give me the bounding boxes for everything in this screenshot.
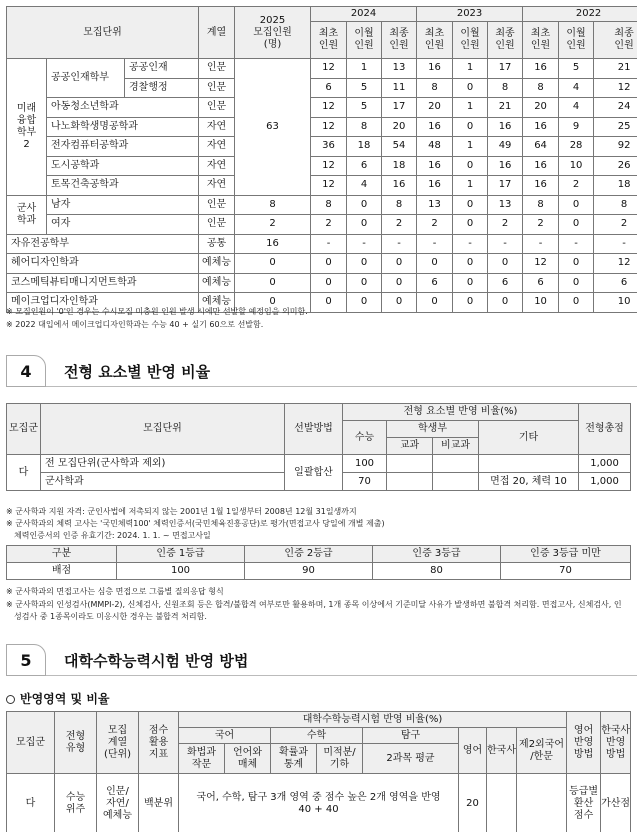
other-cell: 면접 20, 체력 10 bbox=[479, 473, 579, 491]
value-cell: 1 bbox=[453, 176, 488, 196]
sub-header: 이월 인원 bbox=[347, 22, 382, 59]
subject-cell bbox=[387, 473, 433, 491]
type-cell: 수능 위주 bbox=[55, 774, 97, 832]
field-cell: 자연 bbox=[199, 156, 235, 176]
value-cell: 8 bbox=[417, 78, 453, 98]
note: ※ 2022 대입에서 메이크업디자인학과는 수능 40 + 실기 60으로 선발함. bbox=[6, 320, 264, 329]
value-cell: 12 bbox=[594, 254, 637, 274]
field-cell: 자연 bbox=[199, 137, 235, 157]
value-cell: 12 bbox=[311, 98, 347, 118]
value-cell: 2 bbox=[382, 215, 417, 235]
field-cell: 예체능 bbox=[199, 293, 235, 313]
value-cell: 16 bbox=[382, 176, 417, 196]
score-cell: 70 bbox=[501, 563, 631, 580]
value-cell: 4 bbox=[559, 78, 594, 98]
table-row bbox=[7, 59, 637, 79]
value-cell: 48 bbox=[417, 137, 453, 157]
note: ※ 군사학과 지원 자격: 군인사법에 저촉되지 않는 2001년 1월 1일생부터 2008년 12월 31일생까지 bbox=[6, 507, 357, 516]
value-cell: 21 bbox=[594, 59, 637, 79]
nonsubject-cell bbox=[433, 473, 479, 491]
unit-cell: 도시공학과 bbox=[47, 156, 199, 176]
korean-sub-header: 화법과 작문 bbox=[179, 744, 225, 774]
unit-cell: 토목건축공학과 bbox=[47, 176, 199, 196]
score-cell: 80 bbox=[373, 563, 501, 580]
subject-header: 교과 bbox=[387, 438, 433, 455]
group-cell: 군사 학과 bbox=[7, 195, 47, 234]
sub-header: 이월 인원 bbox=[559, 22, 594, 59]
value-cell: 18 bbox=[347, 137, 382, 157]
field-cell: 인문 bbox=[199, 215, 235, 235]
value-cell: 0 bbox=[453, 117, 488, 137]
year-header: 2023 bbox=[417, 7, 523, 22]
table-row bbox=[7, 215, 637, 235]
value-cell: 0 bbox=[382, 273, 417, 293]
value-cell: 0 bbox=[311, 254, 347, 274]
table-row bbox=[7, 98, 637, 118]
value-cell: 6 bbox=[594, 273, 637, 293]
group-cell: 다 bbox=[7, 774, 55, 832]
value-cell: - bbox=[559, 234, 594, 254]
table-row bbox=[7, 234, 637, 254]
year-header: 2022 bbox=[523, 7, 637, 22]
table-row bbox=[7, 774, 631, 832]
value-cell: 12 bbox=[523, 254, 559, 274]
fitness-score-table bbox=[6, 545, 631, 580]
value-cell: 1 bbox=[453, 137, 488, 157]
unit-cell: 나노화학생명공학과 bbox=[47, 117, 199, 137]
value-cell: 0 bbox=[417, 293, 453, 313]
other-header: 기타 bbox=[479, 421, 579, 455]
section-number: 5 bbox=[6, 644, 46, 676]
value-cell: 25 bbox=[594, 117, 637, 137]
value-cell: 1 bbox=[347, 59, 382, 79]
section-title: 전형 요소별 반영 비율 bbox=[64, 363, 211, 381]
field-cell: 인문 bbox=[199, 78, 235, 98]
value-cell: 10 bbox=[559, 156, 594, 176]
value-cell: 17 bbox=[488, 176, 523, 196]
value-cell: 0 bbox=[453, 273, 488, 293]
ratio-header: 대학수학능력시험 반영 비율(%) bbox=[179, 712, 567, 728]
col-method-header: 선발방법 bbox=[285, 404, 343, 455]
value-cell: 8 bbox=[382, 195, 417, 215]
value-cell: 12 bbox=[311, 59, 347, 79]
unit-cell: 군사학과 bbox=[41, 473, 285, 491]
value-cell: 10 bbox=[594, 293, 637, 313]
english-method-cell: 등급별 환산 점수 bbox=[567, 774, 601, 832]
other-cell bbox=[479, 455, 579, 473]
value-cell: - bbox=[594, 234, 637, 254]
value-cell: 0 bbox=[488, 293, 523, 313]
grade-header: 구분 bbox=[7, 546, 117, 563]
math-header: 수학 bbox=[271, 728, 363, 744]
value-cell: 1 bbox=[453, 98, 488, 118]
sub-header: 최종 인원 bbox=[488, 22, 523, 59]
value-cell: - bbox=[382, 234, 417, 254]
value-cell: 0 bbox=[559, 215, 594, 235]
value-cell: 0 bbox=[559, 254, 594, 274]
korean-sub-header: 언어와 매체 bbox=[225, 744, 271, 774]
unit-cell: 남자 bbox=[47, 195, 199, 215]
value-cell: - bbox=[523, 234, 559, 254]
table-row bbox=[7, 176, 637, 196]
value-cell: - bbox=[488, 234, 523, 254]
value-cell: 0 bbox=[347, 293, 382, 313]
value-cell: 0 bbox=[382, 293, 417, 313]
value-cell: 0 bbox=[311, 273, 347, 293]
value-cell: 8 bbox=[523, 195, 559, 215]
section-divider bbox=[46, 386, 637, 387]
value-cell: 5 bbox=[347, 78, 382, 98]
field-cell: 예체능 bbox=[199, 273, 235, 293]
sub-header: 최종 인원 bbox=[594, 22, 637, 59]
evaluation-ratio-table bbox=[6, 403, 631, 491]
value-cell: 5 bbox=[559, 59, 594, 79]
value-cell: 36 bbox=[311, 137, 347, 157]
value-cell: - bbox=[417, 234, 453, 254]
value-cell: 16 bbox=[523, 156, 559, 176]
sub-header: 최초 인원 bbox=[417, 22, 453, 59]
value-cell: 0 bbox=[453, 195, 488, 215]
value-cell: - bbox=[453, 234, 488, 254]
section-divider bbox=[46, 675, 637, 676]
section-number: 4 bbox=[6, 355, 46, 387]
table-row bbox=[7, 254, 637, 274]
school-record-header: 학생부 bbox=[387, 421, 479, 438]
quota-cell: 0 bbox=[235, 254, 311, 274]
nonsubject-cell bbox=[433, 455, 479, 473]
value-cell: 16 bbox=[417, 59, 453, 79]
subsection-label: 반영영역 및 비율 bbox=[20, 692, 110, 706]
note: ※ 군사학과의 체력 고사는 '국민체력100' 체력인증서(국민체육진흥공단)로 평가(면접고사 당일에 개별 제출) bbox=[6, 519, 385, 528]
total-cell: 1,000 bbox=[579, 473, 631, 491]
section-4-header bbox=[0, 355, 637, 387]
field-cell: 공통 bbox=[199, 234, 235, 254]
note: ※ 군사학과의 인성검사(MMPI-2), 신체검사, 신원조회 등은 합격/불합격 여부로만 활용하며, 1개 종목 이상에서 기준미달 사유가 발생하면 불합격 처리함. 면접고사, 신체검사, 인 bbox=[6, 600, 622, 609]
table-row bbox=[7, 137, 637, 157]
nonsubject-header: 비교과 bbox=[433, 438, 479, 455]
explore-header: 탐구 bbox=[363, 728, 459, 744]
value-cell: 12 bbox=[594, 78, 637, 98]
value-cell: 0 bbox=[559, 293, 594, 313]
value-cell: 16 bbox=[417, 156, 453, 176]
field-cell: 인문/ 자연/ 예체능 bbox=[97, 774, 139, 832]
score-cell: 90 bbox=[245, 563, 373, 580]
english-header: 영어 bbox=[459, 728, 487, 774]
value-cell: 20 bbox=[382, 117, 417, 137]
value-cell: 8 bbox=[347, 117, 382, 137]
sub-header: 이월 인원 bbox=[453, 22, 488, 59]
quota-history-table bbox=[6, 6, 637, 313]
subunit-cell: 경찰행정 bbox=[125, 78, 199, 98]
history-cell bbox=[487, 774, 517, 832]
unit-cell: 전자컴퓨터공학과 bbox=[47, 137, 199, 157]
value-cell: 49 bbox=[488, 137, 523, 157]
unit-cell: 헤어디자인학과 bbox=[7, 254, 199, 274]
value-cell: 9 bbox=[559, 117, 594, 137]
subsection-title bbox=[6, 690, 110, 707]
value-cell: 8 bbox=[488, 78, 523, 98]
value-cell: 54 bbox=[382, 137, 417, 157]
value-cell: 1 bbox=[453, 59, 488, 79]
ratio-desc-cell: 국어, 수학, 탐구 3개 영역 중 점수 높은 2개 영역을 반영 40 + 40 bbox=[179, 774, 459, 832]
unit-cell: 여자 bbox=[47, 215, 199, 235]
value-cell: - bbox=[311, 234, 347, 254]
value-cell: 16 bbox=[488, 156, 523, 176]
subject-cell bbox=[387, 455, 433, 473]
value-cell: 4 bbox=[559, 98, 594, 118]
unit-cell: 아동청소년학과 bbox=[47, 98, 199, 118]
value-cell: 8 bbox=[523, 78, 559, 98]
group-cell: 다 bbox=[7, 455, 41, 491]
value-cell: 0 bbox=[453, 215, 488, 235]
value-cell: 28 bbox=[559, 137, 594, 157]
col-total-header: 전형총점 bbox=[579, 404, 631, 455]
grade-header: 인증 3등급 bbox=[373, 546, 501, 563]
suneung-header: 수능 bbox=[343, 421, 387, 455]
value-cell: 24 bbox=[594, 98, 637, 118]
unit-cell: 메이크업디자인학과 bbox=[7, 293, 199, 313]
score-cell: 배점 bbox=[7, 563, 117, 580]
field-cell: 인문 bbox=[199, 98, 235, 118]
suneung-cell: 70 bbox=[343, 473, 387, 491]
col-unit-header: 모집단위 bbox=[7, 7, 199, 59]
math-sub-header: 미적분/ 기하 bbox=[317, 744, 363, 774]
value-cell: 16 bbox=[417, 176, 453, 196]
value-cell: 8 bbox=[594, 195, 637, 215]
suneung-ratio-table bbox=[6, 711, 631, 832]
total-cell: 1,000 bbox=[579, 455, 631, 473]
value-cell: 16 bbox=[523, 176, 559, 196]
value-cell: 18 bbox=[594, 176, 637, 196]
value-cell: 0 bbox=[417, 254, 453, 274]
value-cell: 2 bbox=[488, 215, 523, 235]
value-cell: 0 bbox=[559, 273, 594, 293]
table-row bbox=[7, 195, 637, 215]
korean-header: 국어 bbox=[179, 728, 271, 744]
value-cell: - bbox=[347, 234, 382, 254]
value-cell: 0 bbox=[311, 293, 347, 313]
subunit-cell: 공공인재 bbox=[125, 59, 199, 79]
value-cell: 6 bbox=[488, 273, 523, 293]
value-cell: 12 bbox=[311, 156, 347, 176]
value-cell: 0 bbox=[347, 195, 382, 215]
value-cell: 20 bbox=[523, 98, 559, 118]
note: ※ 모집인원이 '0'인 경우는 수시모집 미충원 인원 발생 시에만 선발할 예정임을 의미함. bbox=[6, 307, 308, 316]
grade-header: 인증 3등급 미만 bbox=[501, 546, 631, 563]
field-cell: 인문 bbox=[199, 59, 235, 79]
table-row bbox=[7, 156, 637, 176]
value-cell: 8 bbox=[311, 195, 347, 215]
value-cell: 12 bbox=[311, 117, 347, 137]
unit-cell: 공공인재학부 bbox=[47, 59, 125, 98]
history-method-header: 한국사 반영 방법 bbox=[601, 712, 631, 774]
score-cell: 100 bbox=[117, 563, 245, 580]
value-cell: 16 bbox=[523, 117, 559, 137]
suneung-cell: 100 bbox=[343, 455, 387, 473]
group-cell: 미래 융합 학부 2 bbox=[7, 59, 47, 196]
section-5-header bbox=[0, 644, 637, 676]
value-cell: 18 bbox=[382, 156, 417, 176]
table-row bbox=[7, 273, 637, 293]
value-cell: 0 bbox=[347, 273, 382, 293]
value-cell: 17 bbox=[382, 98, 417, 118]
col-type-header: 전형 유형 bbox=[55, 712, 97, 774]
table-row bbox=[7, 455, 631, 473]
quota-cell: 63 bbox=[235, 59, 311, 196]
col-quota-header: 2025 모집인원 (명) bbox=[235, 7, 311, 59]
lang2-header: 제2외국어 /한문 bbox=[517, 728, 567, 774]
note: 성검사 중 1종목이라도 미응시한 경우는 불합격 처리함. bbox=[14, 612, 207, 621]
field-cell: 자연 bbox=[199, 117, 235, 137]
history-header: 한국사 bbox=[487, 728, 517, 774]
value-cell: 2 bbox=[523, 215, 559, 235]
unit-cell: 자유전공학부 bbox=[7, 234, 199, 254]
col-unit-header: 모집단위 bbox=[41, 404, 285, 455]
math-sub-header: 확률과 통계 bbox=[271, 744, 317, 774]
field-cell: 자연 bbox=[199, 176, 235, 196]
col-field-header: 모집 계열 (단위) bbox=[97, 712, 139, 774]
sub-header: 최종 인원 bbox=[382, 22, 417, 59]
value-cell: 13 bbox=[488, 195, 523, 215]
quota-cell: 0 bbox=[235, 293, 311, 313]
value-cell: 0 bbox=[453, 78, 488, 98]
quota-cell: 0 bbox=[235, 273, 311, 293]
value-cell: 5 bbox=[347, 98, 382, 118]
sub-header: 최초 인원 bbox=[523, 22, 559, 59]
value-cell: 2 bbox=[311, 215, 347, 235]
value-cell: 2 bbox=[594, 215, 637, 235]
english-method-header: 영어 반영 방법 bbox=[567, 712, 601, 774]
value-cell: 6 bbox=[417, 273, 453, 293]
value-cell: 6 bbox=[311, 78, 347, 98]
value-cell: 0 bbox=[453, 254, 488, 274]
table-row bbox=[7, 117, 637, 137]
value-cell: 16 bbox=[488, 117, 523, 137]
method-cell: 일괄합산 bbox=[285, 455, 343, 491]
field-cell: 인문 bbox=[199, 195, 235, 215]
col-field-header: 계열 bbox=[199, 7, 235, 59]
year-header: 2024 bbox=[311, 7, 417, 22]
value-cell: 0 bbox=[453, 156, 488, 176]
col-group-header: 모집군 bbox=[7, 404, 41, 455]
value-cell: 0 bbox=[488, 254, 523, 274]
ratio-header: 전형 요소별 반영 비율(%) bbox=[343, 404, 579, 421]
value-cell: 6 bbox=[347, 156, 382, 176]
value-cell: 13 bbox=[382, 59, 417, 79]
lang2-cell bbox=[517, 774, 567, 832]
value-cell: 16 bbox=[523, 59, 559, 79]
value-cell: 17 bbox=[488, 59, 523, 79]
value-cell: 0 bbox=[347, 254, 382, 274]
value-cell: 11 bbox=[382, 78, 417, 98]
quota-cell: 16 bbox=[235, 234, 311, 254]
value-cell: 12 bbox=[311, 176, 347, 196]
quota-cell: 2 bbox=[235, 215, 311, 235]
value-cell: 0 bbox=[453, 293, 488, 313]
value-cell: 20 bbox=[417, 98, 453, 118]
value-cell: 26 bbox=[594, 156, 637, 176]
explore-sub-header: 2과목 평균 bbox=[363, 744, 459, 774]
value-cell: 21 bbox=[488, 98, 523, 118]
value-cell: 2 bbox=[417, 215, 453, 235]
value-cell: 0 bbox=[382, 254, 417, 274]
col-score-header: 점수 활용 지표 bbox=[139, 712, 179, 774]
unit-cell: 전 모집단위(군사학과 제외) bbox=[41, 455, 285, 473]
value-cell: 6 bbox=[523, 273, 559, 293]
unit-cell: 코스메틱뷰티매니지먼트학과 bbox=[7, 273, 199, 293]
note: ※ 군사학과의 면접고사는 심층 면접으로 그룹별 질의응답 형식 bbox=[6, 587, 224, 596]
value-cell: 64 bbox=[523, 137, 559, 157]
grade-header: 인증 2등급 bbox=[245, 546, 373, 563]
grade-header: 인증 1등급 bbox=[117, 546, 245, 563]
note: 체력인증서의 인증 유효기간: 2024. 1. 1. ~ 면접고사일 bbox=[14, 531, 211, 540]
field-cell: 예체능 bbox=[199, 254, 235, 274]
value-cell: 4 bbox=[347, 176, 382, 196]
col-group-header: 모집군 bbox=[7, 712, 55, 774]
value-cell: 0 bbox=[559, 195, 594, 215]
value-cell: 10 bbox=[523, 293, 559, 313]
quota-cell: 8 bbox=[235, 195, 311, 215]
value-cell: 92 bbox=[594, 137, 637, 157]
value-cell: 0 bbox=[347, 215, 382, 235]
value-cell: 16 bbox=[417, 117, 453, 137]
circle-bullet-icon bbox=[6, 695, 15, 704]
score-cell: 백분위 bbox=[139, 774, 179, 832]
value-cell: 2 bbox=[559, 176, 594, 196]
history-method-cell: 가산점 bbox=[601, 774, 631, 832]
value-cell: 13 bbox=[417, 195, 453, 215]
sub-header: 최초 인원 bbox=[311, 22, 347, 59]
section-title: 대학수학능력시험 반영 방법 bbox=[64, 652, 249, 670]
english-cell: 20 bbox=[459, 774, 487, 832]
